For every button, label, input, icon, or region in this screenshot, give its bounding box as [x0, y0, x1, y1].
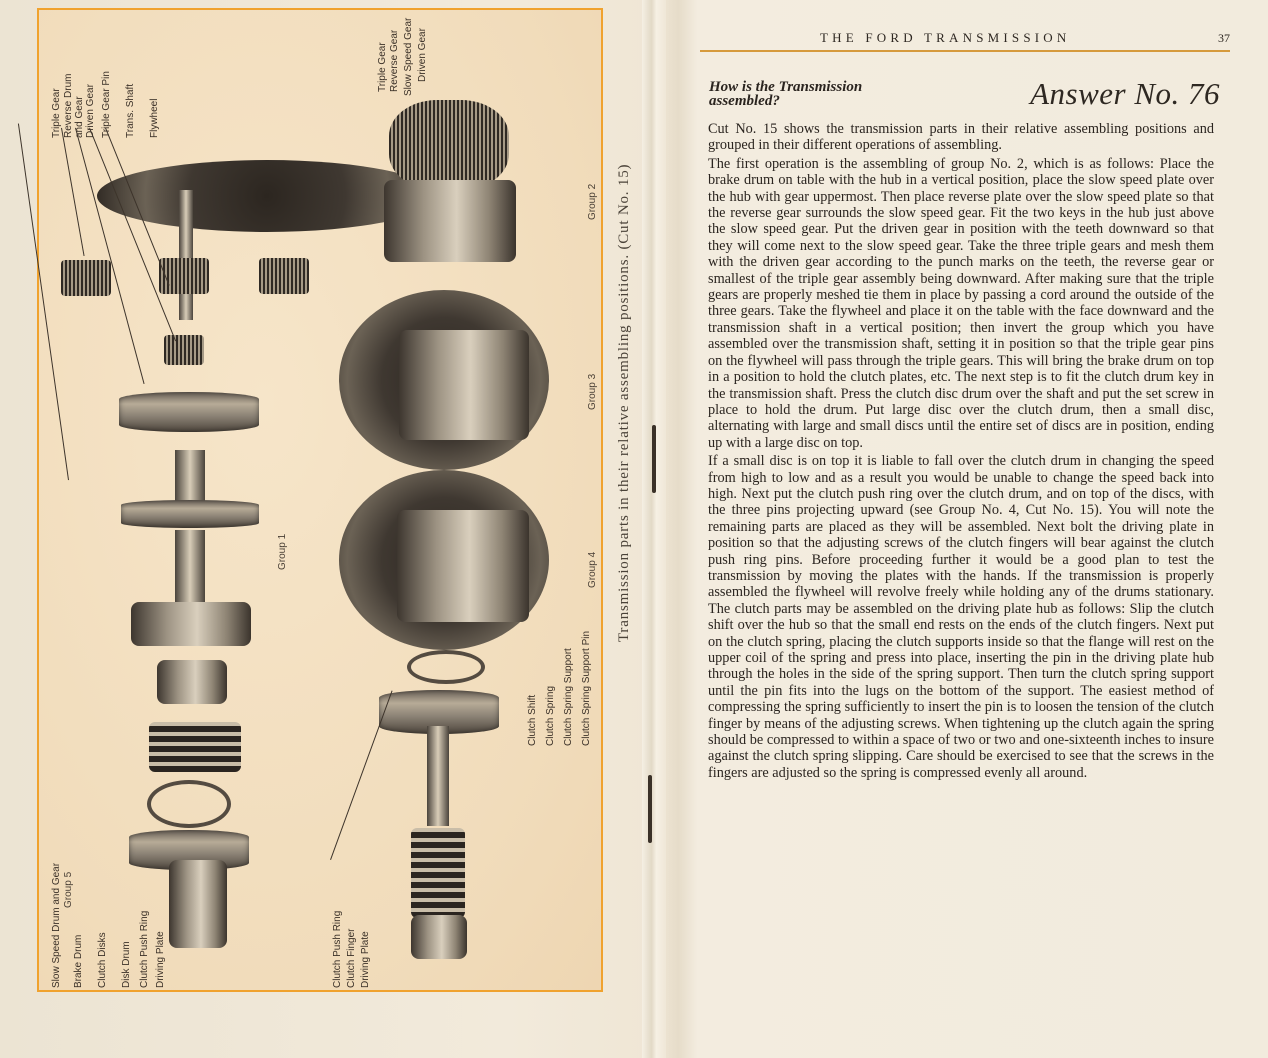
header-rule [700, 50, 1230, 52]
label-g5-driving-plate: Driving Plate [360, 931, 371, 988]
label-reverse-drum: Reverse Drum [63, 73, 74, 138]
label-g2-reverse-gear: Reverse Gear [389, 29, 400, 92]
label-g2-slow-speed-gear: Slow Speed Gear [403, 17, 414, 96]
figure-caption: Transmission parts in their relative assembling positions. (Cut No. 15) [616, 163, 632, 642]
label-trans-shaft: Trans. Shaft [125, 83, 136, 138]
illustration-plate [37, 8, 603, 992]
question-heading [709, 80, 862, 108]
label-g2-triple-gear: Triple Gear [377, 42, 388, 92]
label-g5-clutch-finger: Clutch Finger [346, 928, 357, 988]
question-line-2: assembled? [709, 93, 780, 109]
label-driving-plate: Driving Plate [155, 931, 166, 988]
label-and-gear: and Gear [74, 96, 85, 138]
group3-drum-part [399, 330, 529, 440]
answer-body [708, 121, 1214, 783]
binding-clip-mark [652, 425, 656, 493]
label-clutch-push-ring: Clutch Push Ring [139, 910, 150, 988]
label-clutch-shift: Clutch Shift [527, 694, 538, 746]
label-group-3: Group 3 [587, 373, 598, 410]
label-clutch-spring-support-pin: Clutch Spring Support Pin [581, 630, 592, 746]
triple-gear-part [159, 258, 209, 294]
label-triple-gear: Triple Gear [51, 88, 62, 138]
label-group-1: Group 1 [277, 533, 288, 570]
label-clutch-disks: Clutch Disks [97, 932, 108, 988]
paragraph: If a small disc is on top it is liable to fall over the clutch drum in changing the speed from high to low and as a result you would be unable to change the speed back into high. Next put the clutch push ring over the clutch drum, and on top of the discs, with the three pins projecting upward (see Group No. 4, Cut No. 15). You will note the remaining parts are placed as they will be assembled. Next bolt the driving plate in position so that the adjusting screws of the clutch fingers will bear against the clutch push ring pins. Before proceeding further it would be a good plan to test the transmission by moving the plates with the hands. If the transmission is properly assembled the flywheel will revolve freely while holding any of the drums stationary. The clutch parts may be assembled on the driving plate hub as follows: Slip the clutch shift over the hub so that the small end rests on the ends of the clutch fingers. Next put on the clutch spring, placing the clutch supports inside so that the flange will rest on the upper coil of the spring and press into place, inserting the pin in the driving plate hub through the holes in the side of the spring support. Then turn the clutch spring support until the pin fits into the lugs on the bottom of the support. The easiest method of compressing the spring sufficiently to insert the pin is to loosen the tension of the clutch finger by means of the adjusting screws. When tightening up the clutch again the spring should be compressed to within a space of two or two and one-sixteenth inches to insure against the clutch spring slipping. Care should be exercised to see that the screws in the fingers are adjusted so the spring is compressed evenly all around. [708, 453, 1214, 781]
group5-push-ring-part [407, 650, 485, 684]
label-g5-clutch-push-ring: Clutch Push Ring [332, 910, 343, 988]
slow-speed-hub-part [175, 530, 205, 610]
clutch-disks-part [149, 722, 241, 772]
label-triple-gear-pin: Triple Gear Pin [101, 71, 112, 138]
label-group-4: Group 4 [587, 551, 598, 588]
disk-drum-part [157, 660, 227, 704]
label-disk-drum: Disk Drum [121, 941, 132, 988]
triple-gear-part [61, 260, 111, 296]
label-g2-driven-gear: Driven Gear [417, 28, 428, 82]
slow-speed-drum-part [121, 500, 259, 528]
trans-shaft-part [179, 190, 193, 320]
group4-drum-part [397, 510, 529, 622]
triple-gear-assembly-part [389, 100, 509, 190]
binding-clip-mark [648, 775, 652, 843]
running-head-title: THE FORD TRANSMISSION [820, 30, 1071, 45]
driven-gear-part [164, 335, 204, 365]
label-slow-speed-drum-and-gear: Slow Speed Drum and Gear [51, 862, 62, 988]
paragraph: Cut No. 15 shows the transmission parts in their relative assembling positions and grouped in their different operations of assembling. [708, 121, 1214, 154]
paragraph: The first operation is the assembling of group No. 2, which is as follows: Place the brake drum on table with the hub in a vertical position, place the slow speed plate over the hub with gear uppermost. Then place reverse plate over the slow speed plate so that the reverse gear surrounds the slow speed gear. Fit the two keys in the hub just above the slow speed gear. Put the driven gear in position with the teeth downward so that they will come next to the slow speed gear. Take the three triple gears and mesh them with the driven gear according to the punch marks on the teeth, the reverse gear or smallest of the triple gear assembly being downward. After making sure that the triple gears are properly meshed tie them in place by passing a cord around the outside of the three gears. Take the flywheel and place it on the table with the face downward and the transmission shaft in a vertical position; then invert the group which you have assembled over the transmission shaft, setting it in position so that the triple gear pins on the flywheel will pass through the triple gears. This will bring the brake drum on top in a position to hold the clutch plates, etc. The next step is to fit the clutch drum key in the transmission shaft. Press the clutch disc drum over the shaft and put the set screw in place to hold the drum. Put large disc over the clutch drum, then a small disc, alternating with large and small discs until the entire set of discs are in position, ending up with a large disc on top. [708, 155, 1214, 451]
book-gutter [642, 0, 666, 1058]
reverse-hub-part [175, 450, 205, 502]
reverse-drum-part [119, 392, 259, 432]
label-group-5: Group 5 [63, 871, 74, 908]
page-number: 37 [1218, 31, 1230, 45]
label-clutch-spring-support: Clutch Spring Support [563, 648, 574, 746]
label-flywheel: Flywheel [149, 98, 160, 138]
triple-gear-part [259, 258, 309, 294]
label-brake-drum: Brake Drum [73, 934, 84, 988]
brake-drum-part [131, 602, 251, 646]
label-group-2: Group 2 [587, 183, 598, 220]
question-line-1: How is the Transmission [709, 79, 863, 95]
answer-heading: Answer No. 76 [1030, 76, 1220, 111]
brake-drum-group2-part [384, 180, 516, 262]
label-driven-gear: Driven Gear [85, 84, 96, 138]
running-header [700, 30, 1230, 50]
clutch-push-ring-part [147, 780, 231, 828]
group5-hub-part [427, 726, 449, 826]
label-clutch-spring: Clutch Spring [545, 685, 556, 746]
group5-clutch-shift-part [411, 915, 467, 959]
driving-plate-hub-part [169, 860, 227, 948]
group5-clutch-spring-part [411, 828, 465, 918]
